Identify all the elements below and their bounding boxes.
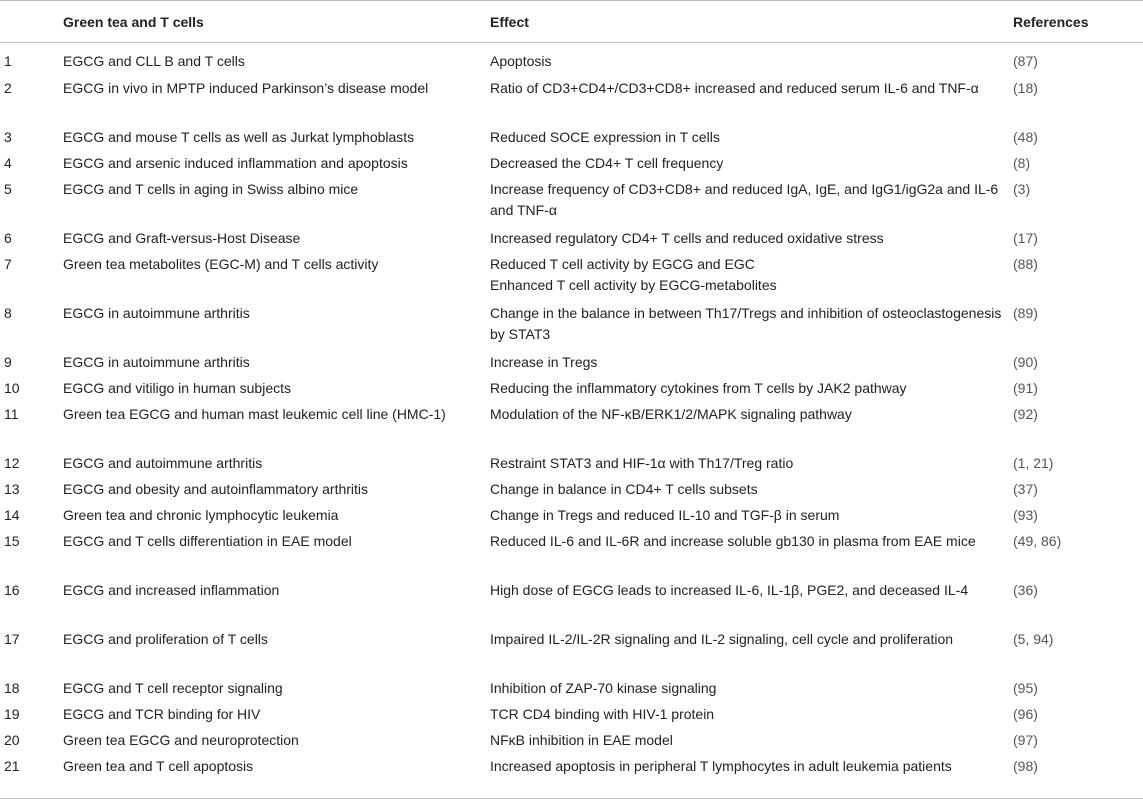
reference-cell: (49, 86) bbox=[1013, 532, 1062, 549]
table-header-row bbox=[0, 1, 1143, 43]
reference-cell: (98) bbox=[1013, 753, 1143, 799]
table-row bbox=[0, 176, 1143, 225]
tea-cell: EGCG and T cell receptor signaling bbox=[63, 679, 283, 696]
effect-cell: Modulation of the NF-κB/ERK1/2/MAPK signaling pathway bbox=[490, 405, 852, 422]
reference-cell: (36) bbox=[1013, 581, 1038, 598]
effect-cell: Inhibition of ZAP-70 kinase signaling bbox=[490, 679, 717, 696]
tea-cell: EGCG and proliferation of T cells bbox=[63, 630, 268, 647]
reference-cell: (1, 21) bbox=[1013, 454, 1054, 471]
tea-cell: EGCG and obesity and autoinflammatory arthritis bbox=[63, 480, 369, 497]
effect-cell: Increase frequency of CD3+CD8+ and reduced IgA, IgE, and IgG1/igG2a and IL-6 and TNF-α bbox=[490, 180, 999, 218]
row-number: 8 bbox=[4, 304, 12, 321]
table-row bbox=[0, 675, 1143, 701]
effect-cell: Reduced IL-6 and IL-6R and increase soluble gb130 in plasma from EAE mice bbox=[490, 532, 976, 549]
effect-cell: Impaired IL-2/IL-2R signaling and IL-2 signaling, cell cycle and proliferation bbox=[490, 630, 954, 647]
table-row bbox=[0, 401, 1143, 450]
table-row bbox=[0, 577, 1143, 626]
tea-cell: Green tea EGCG and human mast leukemic cell line (HMC-1) bbox=[63, 405, 446, 422]
reference-cell: (93) bbox=[1013, 506, 1038, 523]
row-number: 3 bbox=[4, 128, 12, 145]
reference-cell: (92) bbox=[1013, 405, 1038, 422]
effect-line-2: Enhanced T cell activity by EGCG-metabolites bbox=[490, 277, 777, 293]
reference-cell: (18) bbox=[1013, 79, 1038, 96]
effect-cell: NFκB inhibition in EAE model bbox=[490, 731, 673, 748]
tea-cell: EGCG and Graft-versus-Host Disease bbox=[63, 229, 301, 246]
tea-cell: EGCG and T cells in aging in Swiss albino mice bbox=[63, 180, 359, 197]
table-row bbox=[0, 701, 1143, 727]
reference-cell: (91) bbox=[1013, 379, 1038, 396]
header-effect: Effect bbox=[490, 1, 1013, 43]
reference-cell: (90) bbox=[1013, 353, 1038, 370]
tea-cell: Green tea and T cell apoptosis bbox=[63, 753, 490, 799]
reference-cell: (88) bbox=[1013, 255, 1038, 272]
row-number: 18 bbox=[4, 679, 20, 696]
table-row bbox=[0, 225, 1143, 251]
effect-cell: Reducing the inflammatory cytokines from T cells by JAK2 pathway bbox=[490, 379, 907, 396]
tea-cell: EGCG and TCR binding for HIV bbox=[63, 705, 261, 722]
effect-cell: Apoptosis bbox=[490, 53, 552, 69]
row-number: 15 bbox=[4, 532, 20, 549]
row-number: 9 bbox=[4, 353, 12, 370]
row-number: 7 bbox=[4, 255, 12, 272]
tea-cell: Green tea and chronic lymphocytic leukemia bbox=[63, 506, 339, 523]
tea-cell: EGCG in autoimmune arthritis bbox=[63, 353, 250, 370]
row-number: 21 bbox=[0, 753, 63, 799]
reference-cell: (96) bbox=[1013, 705, 1038, 722]
tea-cell: EGCG and autoimmune arthritis bbox=[63, 454, 263, 471]
row-number: 11 bbox=[4, 405, 19, 422]
effect-cell: Increased regulatory CD4+ T cells and reduced oxidative stress bbox=[490, 229, 884, 246]
tea-cell: EGCG and T cells differentiation in EAE model bbox=[63, 532, 352, 549]
table-row bbox=[0, 150, 1143, 176]
reference-cell: (48) bbox=[1013, 128, 1038, 145]
table-row bbox=[0, 727, 1143, 753]
tea-cell: EGCG and arsenic induced inflammation and apoptosis bbox=[63, 154, 408, 171]
effect-cell: TCR CD4 binding with HIV-1 protein bbox=[490, 705, 715, 722]
effect-cell: Change in the balance in between Th17/Tregs and inhibition of osteoclastogenesis by STAT3 bbox=[490, 304, 1002, 342]
effect-cell: Restraint STAT3 and HIF-1α with Th17/Treg ratio bbox=[490, 454, 794, 471]
row-number: 14 bbox=[4, 506, 20, 523]
tea-cell: EGCG and CLL B and T cells bbox=[63, 53, 245, 69]
reference-cell: (17) bbox=[1013, 229, 1038, 246]
tea-cell: Green tea EGCG and neuroprotection bbox=[63, 731, 299, 748]
effect-cell: High dose of EGCG leads to increased IL-6, IL-1β, PGE2, and deceased IL-4 bbox=[490, 581, 969, 598]
effect-cell: Increase in Tregs bbox=[490, 353, 598, 370]
tea-cell: Green tea metabolites (EGC-M) and T cells activity bbox=[63, 255, 379, 272]
row-number: 20 bbox=[4, 731, 20, 748]
effect-cell: Reduced SOCE expression in T cells bbox=[490, 128, 720, 145]
tea-cell: EGCG in vivo in MPTP induced Parkinson’s disease model bbox=[63, 79, 429, 96]
reference-cell: (87) bbox=[1013, 53, 1038, 69]
table-row bbox=[0, 251, 1143, 300]
table-row bbox=[0, 626, 1143, 675]
reference-cell: (97) bbox=[1013, 731, 1038, 748]
tea-cell: EGCG in autoimmune arthritis bbox=[63, 304, 250, 321]
table-row bbox=[0, 476, 1143, 502]
row-number: 4 bbox=[4, 154, 12, 171]
row-number: 16 bbox=[4, 581, 20, 598]
tea-cell: EGCG and mouse T cells as well as Jurkat lymphoblasts bbox=[63, 128, 415, 145]
table-row bbox=[0, 450, 1143, 476]
row-number: 12 bbox=[4, 454, 20, 471]
table-row bbox=[0, 43, 1143, 75]
row-number: 6 bbox=[4, 229, 12, 246]
row-number: 5 bbox=[4, 180, 12, 197]
row-number: 10 bbox=[4, 379, 20, 396]
header-number bbox=[0, 1, 63, 43]
effect-cell: Change in Tregs and reduced IL-10 and TGF-β in serum bbox=[490, 506, 840, 523]
header-references: References bbox=[1013, 1, 1143, 43]
tea-cell: EGCG and increased inflammation bbox=[63, 581, 280, 598]
table-row bbox=[0, 300, 1143, 349]
table-row bbox=[0, 528, 1143, 577]
table-row bbox=[0, 349, 1143, 375]
row-number: 2 bbox=[4, 79, 12, 96]
tea-cell: EGCG and vitiligo in human subjects bbox=[63, 379, 291, 396]
reference-cell: (3) bbox=[1013, 180, 1031, 197]
table-row bbox=[0, 124, 1143, 150]
reference-cell: (37) bbox=[1013, 480, 1038, 497]
row-number: 13 bbox=[4, 480, 20, 497]
table-row bbox=[0, 75, 1143, 124]
reference-cell: (95) bbox=[1013, 679, 1038, 696]
reference-cell: (89) bbox=[1013, 304, 1038, 321]
reference-cell: (8) bbox=[1013, 154, 1031, 171]
effect-cell: Ratio of CD3+CD4+/CD3+CD8+ increased and reduced serum IL-6 and TNF-α bbox=[490, 79, 979, 96]
row-number: 17 bbox=[4, 630, 20, 647]
header-green-tea: Green tea and T cells bbox=[63, 1, 490, 43]
row-number: 19 bbox=[4, 705, 20, 722]
effect-line-1: Reduced T cell activity by EGCG and EGC bbox=[490, 255, 755, 272]
row-number: 1 bbox=[4, 53, 12, 69]
effect-cell: Increased apoptosis in peripheral T lymphocytes in adult leukemia patients bbox=[490, 753, 1013, 799]
effect-cell: Decreased the CD4+ T cell frequency bbox=[490, 154, 724, 171]
reference-cell: (5, 94) bbox=[1013, 630, 1054, 647]
effect-cell bbox=[490, 251, 1013, 300]
table-row bbox=[0, 375, 1143, 401]
table-row bbox=[0, 753, 1143, 799]
effect-cell: Change in balance in CD4+ T cells subsets bbox=[490, 480, 758, 497]
table-row bbox=[0, 502, 1143, 528]
